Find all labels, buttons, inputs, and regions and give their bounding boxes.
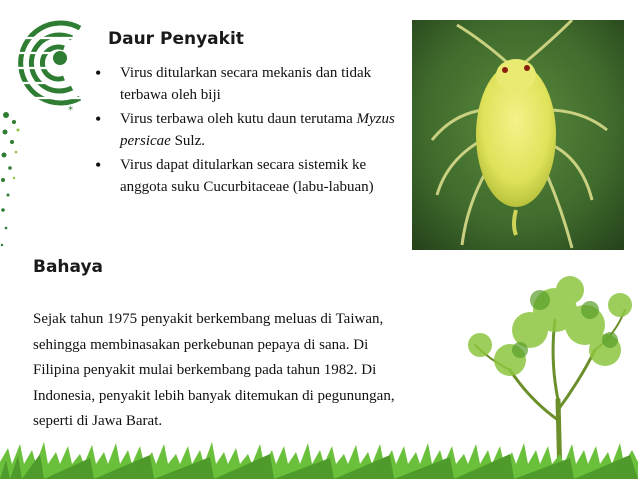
paragraph-line: sehingga membinasakan perkebunan pepaya di sana. Di xyxy=(33,336,369,353)
dots-decoration xyxy=(0,110,30,260)
bullet-symbol: • xyxy=(95,155,102,175)
bullet-item xyxy=(95,108,395,152)
bullet-text-suffix: Sulz. xyxy=(170,133,205,149)
paragraph-line: seperti di Jawa Barat. xyxy=(33,413,163,429)
paragraph xyxy=(33,307,473,435)
slide-title: Daur Penyakit xyxy=(108,29,244,49)
bullet-text: Virus dapat ditularkan secara sistemik ke anggota suku Cucurbitaceae (labu-labuan) xyxy=(120,157,374,195)
bullet-item xyxy=(95,62,395,106)
svg-text:*: * xyxy=(68,105,73,116)
aphid-photo xyxy=(412,20,624,250)
bullet-symbol: • xyxy=(95,63,102,83)
bullet-symbol: • xyxy=(95,109,102,129)
grass-decoration xyxy=(0,440,638,479)
species-name: Myzus persicae xyxy=(120,111,395,149)
section-heading: Bahaya xyxy=(33,257,104,277)
bullet-text: Virus ditularkan secara mekanis dan tidak terbawa oleh biji xyxy=(120,65,372,103)
logo-icon xyxy=(0,8,100,118)
bullet-item xyxy=(95,154,395,198)
paragraph-line: Sejak tahun 1975 penyakit berkembang meluas di Taiwan, xyxy=(33,311,384,327)
bullet-list xyxy=(95,62,395,200)
bullet-text: Virus terbawa oleh kutu daun terutama xyxy=(120,111,357,127)
paragraph-line: Filipina penyakit mulai berkembang pada tahun 1982. Di xyxy=(33,362,377,378)
paragraph-line: Indonesia, penyakit lebih banyak ditemukan di pegunungan, xyxy=(33,387,395,404)
